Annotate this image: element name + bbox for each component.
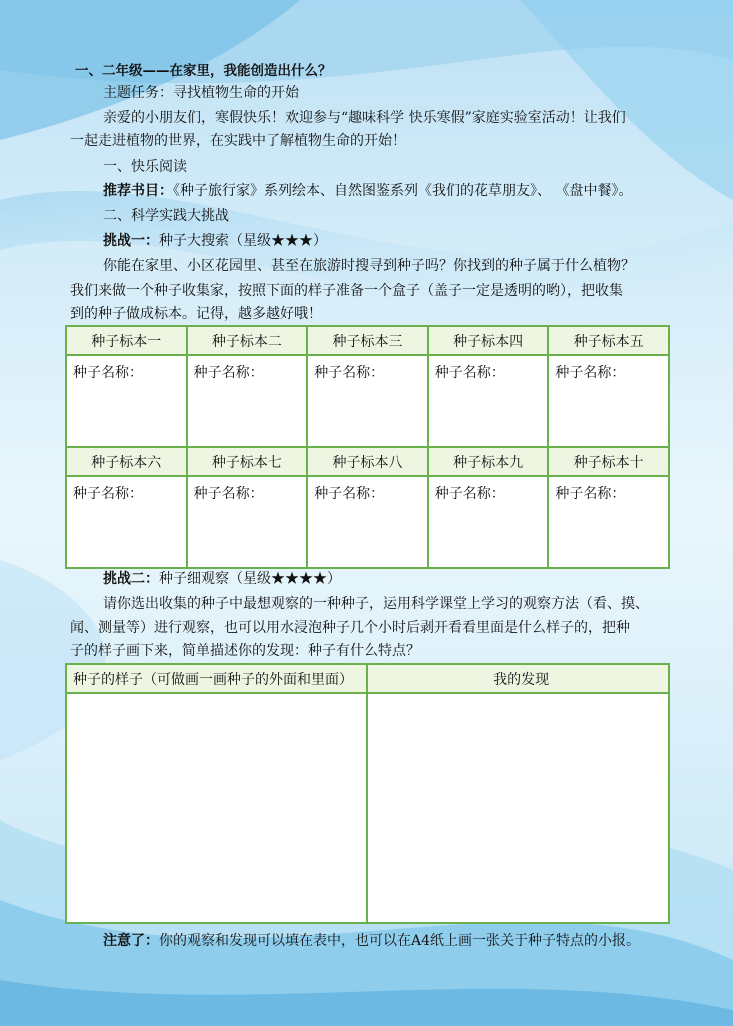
seed-name-label: 种子名称： [73,365,143,381]
findings-area[interactable] [367,693,669,923]
specimen-name-cell[interactable] [307,355,428,447]
recommended-books [103,181,632,201]
specimen-header-10: 种子标本十 [548,447,669,476]
note [103,931,640,951]
seed-name-label: 种子名称： [434,486,505,502]
seed-name-label: 种子名称： [73,486,143,502]
challenge-1-name: 种子大搜索（星级★★★） [159,233,327,249]
observation-table [65,663,670,924]
challenge-1-label: 挑战一： [103,233,159,249]
challenge-1-text-1: 你能在家里、小区花园里、甚至在旅游时搜寻到种子吗？你找到的种子属于什么植物？ [103,258,635,274]
specimen-name-cell[interactable] [66,355,187,447]
seed-name-label: 种子名称： [314,486,385,502]
section-challenge: 二、科学实践大挑战 [103,208,229,224]
challenge-2-title [103,569,341,589]
section-reading: 一、快乐阅读 [103,159,187,175]
specimen-name-cell[interactable] [548,355,669,447]
specimen-header-1: 种子标本一 [66,326,187,355]
seed-name-label: 种子名称： [314,365,385,381]
note-text: 你的观察和发现可以填在表中，也可以在A4纸上画一张关于种子特点的小报。 [159,933,641,949]
specimen-name-cell[interactable] [307,476,428,568]
intro-line-1: 亲爱的小朋友们，寒假快乐！欢迎参与“趣味科学 快乐寒假”家庭实验室活动！让我们 [103,110,626,126]
specimen-header-8: 种子标本八 [307,447,428,476]
challenge-2-label: 挑战二： [103,571,159,587]
books-label: 推荐书目： [103,183,173,199]
specimen-header-9: 种子标本九 [428,447,549,476]
seed-name-label: 种子名称： [193,365,264,381]
books-text: 《种子旅行家》系列绘本、自然图鉴系列《我们的花草朋友》、 《盘中餐》。 [173,183,633,199]
seed-name-label: 种子名称： [434,365,505,381]
challenge-2-text-3: 子的样子画下来，简单描述你的发现：种子有什么特点？ [70,643,420,659]
specimen-name-cell[interactable] [428,476,549,568]
theme-task: 主题任务：寻找植物生命的开始 [103,85,299,101]
specimen-header-3: 种子标本三 [307,326,428,355]
seed-name-label: 种子名称： [193,486,264,502]
specimen-header-4: 种子标本四 [428,326,549,355]
specimen-name-cell[interactable] [548,476,669,568]
challenge-2-text-2: 闻、测量等）进行观察，也可以用水浸泡种子几个小时后剥开看看里面是什么样子的，把种 [70,620,630,636]
specimen-header-2: 种子标本二 [187,326,308,355]
intro-line-2: 一起走进植物的世界，在实践中了解植物生命的开始！ [70,133,406,149]
specimen-name-cell[interactable] [187,355,308,447]
drawing-area[interactable] [66,693,367,923]
challenge-2-name: 种子细观察（星级★★★★） [159,571,341,587]
specimen-header-5: 种子标本五 [548,326,669,355]
specimen-name-cell[interactable] [187,476,308,568]
challenge-1-title [103,231,327,251]
seed-name-label: 种子名称： [555,486,626,502]
seed-name-label: 种子名称： [555,365,626,381]
specimen-table [65,325,670,569]
observation-header-drawing: 种子的样子（可做画一画种子的外面和里面） [66,664,367,693]
section-heading: 一、二年级——在家里，我能创造出什么？ [75,63,332,79]
specimen-name-cell[interactable] [428,355,549,447]
specimen-header-7: 种子标本七 [187,447,308,476]
challenge-1-text-3: 到的种子做成标本。记得，越多越好哦！ [70,306,322,322]
note-label: 注意了： [103,933,159,949]
challenge-1-text-2: 我们来做一个种子收集家，按照下面的样子准备一个盒子（盖子一定是透明的哟），把收集 [70,283,623,299]
specimen-name-cell[interactable] [66,476,187,568]
specimen-header-6: 种子标本六 [66,447,187,476]
challenge-2-text-1: 请你选出收集的种子中最想观察的一种种子，运用科学课堂上学习的观察方法（看、摸、 [103,596,649,612]
observation-header-findings: 我的发现 [367,664,669,693]
